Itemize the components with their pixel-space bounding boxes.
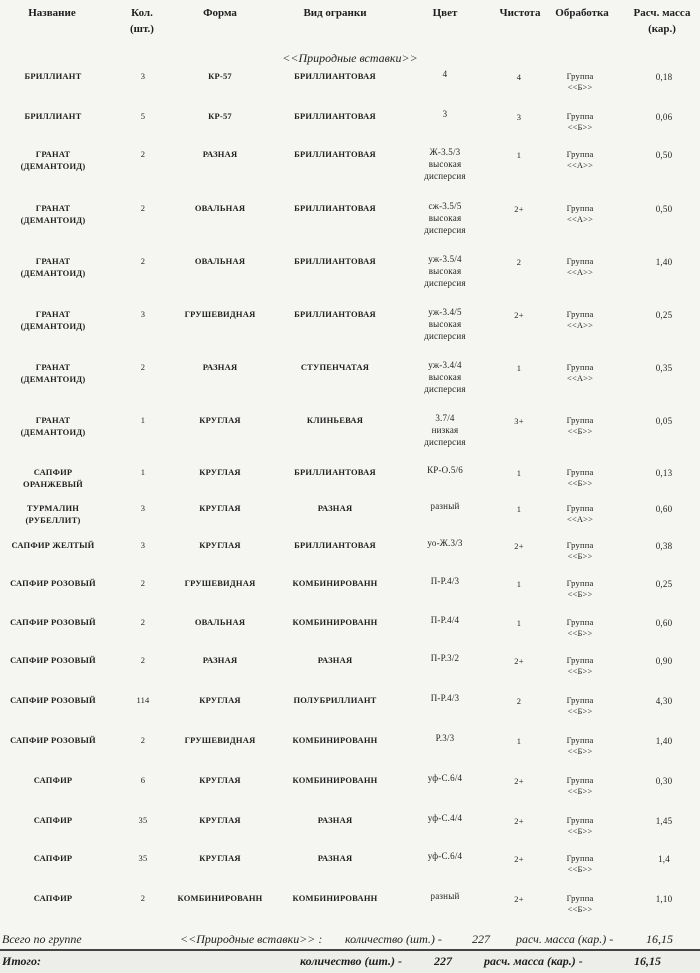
- stone-color: [407, 850, 483, 862]
- stone-processing: [548, 540, 612, 562]
- stone-qty: 5: [140, 111, 146, 121]
- stone-name-line: БРИЛЛИАНТ: [24, 111, 82, 121]
- stone-name: [0, 466, 106, 490]
- stone-shape: КР-57: [208, 71, 232, 81]
- stone-color: [407, 146, 483, 182]
- stone-processing: [548, 655, 612, 677]
- header-color: Цвет: [432, 7, 458, 19]
- stone-cut: БРИЛЛИАНТОВАЯ: [294, 111, 376, 121]
- stone-processing-line: <<Б>>: [567, 82, 593, 92]
- stone-color-line: высокая: [428, 266, 462, 276]
- stone-clarity: 2+: [514, 776, 524, 786]
- stone-clarity: 2+: [514, 894, 524, 904]
- group-total-mass: 16,15: [646, 932, 673, 946]
- stone-color-line: низкая: [431, 425, 459, 435]
- stone-cut: РАЗНАЯ: [317, 503, 353, 513]
- stone-shape: ОВАЛЬНАЯ: [194, 256, 246, 266]
- stone-mass: 0,18: [655, 72, 673, 82]
- stone-name: [0, 148, 106, 172]
- stone-name-line: САПФИР: [33, 467, 73, 477]
- stone-processing-line: <<Б>>: [567, 426, 593, 436]
- stone-shape: ГРУШЕВИДНАЯ: [184, 578, 256, 588]
- stone-name: [0, 852, 106, 864]
- stone-qty: 3: [140, 540, 146, 550]
- stone-color: [407, 732, 483, 744]
- stone-clarity: 2+: [514, 854, 524, 864]
- stone-mass: 0,60: [655, 504, 673, 514]
- header-shape: Форма: [203, 7, 237, 19]
- stone-processing-line: Группа: [566, 540, 594, 550]
- stone-processing-line: <<Б>>: [567, 551, 593, 561]
- stone-processing-line: <<А>>: [566, 267, 594, 277]
- stone-processing-line: <<А>>: [566, 373, 594, 383]
- stone-processing: [548, 309, 612, 331]
- stone-name-line: ТУРМАЛИН: [26, 503, 80, 513]
- stone-qty: 1: [140, 467, 146, 477]
- stone-mass: 1,40: [655, 257, 673, 267]
- stone-cut: БРИЛЛИАНТОВАЯ: [294, 203, 376, 213]
- stone-name: [0, 361, 106, 385]
- stone-processing: [548, 362, 612, 384]
- stone-clarity: 2+: [514, 656, 524, 666]
- stone-qty: 2: [140, 893, 146, 903]
- stone-processing-line: Группа: [566, 695, 594, 705]
- stone-processing-line: Группа: [566, 362, 594, 372]
- grand-total-mass-label: расч. масса (кар.) -: [484, 954, 583, 968]
- stone-processing-line: <<А>>: [566, 320, 594, 330]
- stone-clarity: 1: [516, 618, 522, 628]
- stone-processing: [548, 256, 612, 278]
- stone-clarity: 2: [516, 257, 522, 267]
- group-total-qty: 227: [472, 932, 490, 946]
- stone-color: [407, 359, 483, 395]
- stone-qty: 35: [138, 853, 148, 863]
- stone-color: [407, 68, 483, 80]
- stone-shape: КРУГЛАЯ: [199, 695, 241, 705]
- stone-mass: 0,13: [655, 468, 673, 478]
- stone-shape: РАЗНАЯ: [202, 362, 238, 372]
- group-total-section: <<Природные вставки>> :: [180, 932, 323, 946]
- stone-shape: РАЗНАЯ: [202, 149, 238, 159]
- stone-color: [407, 412, 483, 448]
- stone-clarity: 1: [516, 468, 522, 478]
- stone-color: [407, 652, 483, 664]
- stone-cut: БРИЛЛИАНТОВАЯ: [294, 71, 376, 81]
- stone-clarity: 2+: [514, 816, 524, 826]
- stone-processing: [548, 578, 612, 600]
- stone-name: [0, 616, 106, 628]
- stone-cut: БРИЛЛИАНТОВАЯ: [294, 467, 376, 477]
- stone-name-line: САПФИР РОЗОВЫЙ: [10, 695, 96, 705]
- stone-name: [0, 70, 106, 82]
- group-total-mass-label: расч. масса (кар.) -: [516, 932, 614, 946]
- stone-qty: 2: [140, 617, 146, 627]
- stone-name-line: (ДЕМАНТОИД): [20, 374, 86, 384]
- header-clarity: Чистота: [499, 7, 541, 19]
- stone-shape: ОВАЛЬНАЯ: [194, 203, 246, 213]
- stone-processing-line: Группа: [566, 415, 594, 425]
- stone-name-line: (ДЕМАНТОИД): [20, 268, 86, 278]
- stone-name: [0, 539, 106, 551]
- stone-mass: 0,30: [655, 776, 673, 786]
- stone-processing: [548, 815, 612, 837]
- header-name: Название: [28, 7, 76, 19]
- stone-processing-line: <<Б>>: [567, 864, 593, 874]
- stone-color-line: П-Р.3/2: [430, 653, 460, 663]
- stone-color-line: 4: [442, 69, 448, 79]
- stone-cut: БРИЛЛИАНТОВАЯ: [294, 256, 376, 266]
- stone-color-line: уж-3.5/4: [428, 254, 462, 264]
- stone-color: [407, 200, 483, 236]
- stone-color-line: П-Р.4/4: [430, 615, 460, 625]
- stone-color: [407, 692, 483, 704]
- stone-name-line: ГРАНАТ: [35, 256, 71, 266]
- stone-name-line: ГРАНАТ: [35, 309, 71, 319]
- stone-processing: [548, 893, 612, 915]
- stone-processing-line: <<А>>: [566, 214, 594, 224]
- stone-color-line: высокая: [428, 319, 462, 329]
- stone-qty: 1: [140, 415, 146, 425]
- stone-mass: 1,10: [655, 894, 673, 904]
- stone-processing: [548, 203, 612, 225]
- stone-name-line: САПФИР: [33, 853, 73, 863]
- stone-color-line: дисперсия: [424, 384, 466, 394]
- stone-name: [0, 255, 106, 279]
- stone-processing-line: Группа: [566, 578, 594, 588]
- stone-name-line: ГРАНАТ: [35, 415, 71, 425]
- stone-color: [407, 812, 483, 824]
- stone-name-line: САПФИР РОЗОВЫЙ: [10, 655, 96, 665]
- stone-processing-line: <<Б>>: [567, 746, 593, 756]
- stone-cut: ПОЛУБРИЛЛИАНТ: [293, 695, 377, 705]
- stone-mass: 1,45: [655, 816, 673, 826]
- stone-clarity: 1: [516, 504, 522, 514]
- stone-qty: 114: [136, 695, 150, 705]
- stone-name: [0, 654, 106, 666]
- stone-color-line: дисперсия: [424, 278, 466, 288]
- stone-shape: КРУГЛАЯ: [199, 415, 241, 425]
- group-total-qty-label: количество (шт.) -: [345, 932, 442, 946]
- stone-processing: [548, 695, 612, 717]
- stone-qty: 2: [140, 203, 146, 213]
- stone-processing-line: <<А>>: [566, 160, 594, 170]
- stone-clarity: 2: [516, 696, 522, 706]
- stone-mass: 0,50: [655, 204, 673, 214]
- stone-processing-line: Группа: [566, 853, 594, 863]
- stone-shape: КОМБИНИРОВАНН: [177, 893, 263, 903]
- stone-name-line: БРИЛЛИАНТ: [24, 71, 82, 81]
- stone-shape: КРУГЛАЯ: [199, 540, 241, 550]
- stone-shape: КРУГЛАЯ: [199, 467, 241, 477]
- stone-color-line: разный: [430, 501, 460, 511]
- grand-total-mass: 16,15: [634, 954, 661, 968]
- stone-processing-line: <<Б>>: [567, 122, 593, 132]
- stone-color-line: 3: [442, 109, 448, 119]
- stone-cut: БРИЛЛИАНТОВАЯ: [294, 309, 376, 319]
- stone-name-line: ГРАНАТ: [35, 149, 71, 159]
- stone-color-line: высокая: [428, 159, 462, 169]
- stone-processing-line: Группа: [566, 655, 594, 665]
- stone-processing: [548, 775, 612, 797]
- stone-processing: [548, 735, 612, 757]
- stone-shape: КРУГЛАЯ: [199, 815, 241, 825]
- stone-processing-line: Группа: [566, 467, 594, 477]
- stone-cut: КЛИНЬЕВАЯ: [306, 415, 364, 425]
- stone-shape: РАЗНАЯ: [202, 655, 238, 665]
- grand-total-label: Итого:: [2, 954, 41, 968]
- stone-color-line: уж-3.4/5: [428, 307, 462, 317]
- stone-mass: 0,35: [655, 363, 673, 373]
- stone-qty: 2: [140, 362, 146, 372]
- stone-color: [407, 108, 483, 120]
- stone-color-line: 3.7/4: [435, 413, 455, 423]
- stone-color: [407, 614, 483, 626]
- stone-processing-line: Группа: [566, 309, 594, 319]
- stone-mass: 4,30: [655, 696, 673, 706]
- stone-shape: КР-57: [208, 111, 232, 121]
- stone-color: [407, 890, 483, 902]
- stone-shape: КРУГЛАЯ: [199, 503, 241, 513]
- stone-clarity: 1: [516, 150, 522, 160]
- stone-color: [407, 772, 483, 784]
- stone-color-line: разный: [430, 891, 460, 901]
- stone-mass: 0,38: [655, 541, 673, 551]
- stone-processing-line: <<Б>>: [567, 706, 593, 716]
- stone-color-line: дисперсия: [424, 171, 466, 181]
- stone-mass: 0,25: [655, 310, 673, 320]
- stone-name-line: САПФИР РОЗОВЫЙ: [10, 617, 96, 627]
- stone-processing-line: <<Б>>: [567, 478, 593, 488]
- stone-qty: 2: [140, 256, 146, 266]
- stone-processing-line: Группа: [566, 256, 594, 266]
- stone-color-line: КР-О.5/6: [427, 465, 463, 475]
- stone-processing-line: <<А>>: [566, 514, 594, 524]
- stone-color-line: уж-3.4/4: [428, 360, 462, 370]
- stone-processing-line: Группа: [566, 617, 594, 627]
- stone-name: [0, 734, 106, 746]
- stone-name: [0, 892, 106, 904]
- stone-clarity: 1: [516, 363, 522, 373]
- header-mass: Расч. масса (кар.): [633, 7, 691, 35]
- stone-processing-line: Группа: [566, 775, 594, 785]
- stone-mass: 0,90: [655, 656, 673, 666]
- stone-processing: [548, 149, 612, 171]
- stone-processing: [548, 853, 612, 875]
- stone-color: [407, 253, 483, 289]
- grand-total-qty: 227: [434, 954, 452, 968]
- stone-clarity: 4: [516, 72, 522, 82]
- stone-cut: КОМБИНИРОВАНН: [292, 893, 378, 903]
- stone-mass: 1,40: [655, 736, 673, 746]
- stone-color-line: Ж-3.5/3: [429, 147, 461, 157]
- stone-name-line: ГРАНАТ: [35, 203, 71, 213]
- stone-qty: 3: [140, 503, 146, 513]
- stone-cut: КОМБИНИРОВАНН: [292, 735, 378, 745]
- stone-processing-line: <<Б>>: [567, 589, 593, 599]
- stone-name: [0, 110, 106, 122]
- stone-name-line: САПФИР: [33, 775, 73, 785]
- stone-color: [407, 306, 483, 342]
- stone-name-line: (ДЕМАНТОИД): [20, 161, 86, 171]
- stone-processing-line: <<Б>>: [567, 826, 593, 836]
- header-cut: Вид огранки: [303, 7, 367, 19]
- stone-processing: [548, 467, 612, 489]
- stone-shape: ГРУШЕВИДНАЯ: [184, 735, 256, 745]
- stone-cut: РАЗНАЯ: [317, 853, 353, 863]
- stone-processing-line: Группа: [566, 503, 594, 513]
- header-qty: Кол. (шт.): [130, 7, 154, 35]
- stone-name-line: (ДЕМАНТОИД): [20, 321, 86, 331]
- section-title: <<Природные вставки>>: [282, 51, 418, 65]
- stone-color: [407, 464, 483, 476]
- stone-name: [0, 694, 106, 706]
- stone-mass: 0,05: [655, 416, 673, 426]
- stone-qty: 35: [138, 815, 148, 825]
- stone-cut: КОМБИНИРОВАНН: [292, 578, 378, 588]
- stone-processing: [548, 415, 612, 437]
- stone-name-line: (ДЕМАНТОИД): [20, 215, 86, 225]
- stone-cut: РАЗНАЯ: [317, 815, 353, 825]
- stone-color-line: высокая: [428, 213, 462, 223]
- grand-total-qty-label: количество (шт.) -: [300, 954, 402, 968]
- stone-shape: ГРУШЕВИДНАЯ: [184, 309, 256, 319]
- stone-name-line: ГРАНАТ: [35, 362, 71, 372]
- stone-clarity: 2+: [514, 310, 524, 320]
- stone-processing: [548, 111, 612, 133]
- stone-clarity: 1: [516, 579, 522, 589]
- stone-processing: [548, 71, 612, 93]
- stone-processing: [548, 503, 612, 525]
- stone-cut: РАЗНАЯ: [317, 655, 353, 665]
- stone-qty: 2: [140, 655, 146, 665]
- stone-cut: СТУПЕНЧАТАЯ: [300, 362, 370, 372]
- stone-name-line: ОРАНЖЕВЫЙ: [23, 479, 83, 489]
- stone-processing-line: <<Б>>: [567, 786, 593, 796]
- stone-processing-line: Группа: [566, 71, 594, 81]
- stone-color-line: дисперсия: [424, 331, 466, 341]
- stone-shape: КРУГЛАЯ: [199, 775, 241, 785]
- stone-name: [0, 414, 106, 438]
- stone-mass: 0,60: [655, 618, 673, 628]
- stone-name: [0, 774, 106, 786]
- stone-processing-line: Группа: [566, 893, 594, 903]
- stone-name: [0, 308, 106, 332]
- stone-cut: БРИЛЛИАНТОВАЯ: [294, 540, 376, 550]
- stone-color-line: дисперсия: [424, 225, 466, 235]
- stone-mass: 0,06: [655, 112, 673, 122]
- group-total-label: Всего по группе: [2, 932, 82, 946]
- stone-color: [407, 575, 483, 587]
- stone-qty: 2: [140, 578, 146, 588]
- stone-color-line: уф-С.4/4: [427, 813, 463, 823]
- stone-color: [407, 500, 483, 512]
- stone-name-line: САПФИР: [33, 815, 73, 825]
- stone-processing-line: Группа: [566, 149, 594, 159]
- stone-color: [407, 537, 483, 549]
- stone-clarity: 3: [516, 112, 522, 122]
- stone-name-line: САПФИР РОЗОВЫЙ: [10, 735, 96, 745]
- grand-total-row: [0, 949, 700, 973]
- stone-clarity: 2+: [514, 541, 524, 551]
- stone-processing-line: <<Б>>: [567, 628, 593, 638]
- stone-processing-line: <<Б>>: [567, 666, 593, 676]
- stone-qty: 3: [140, 309, 146, 319]
- stone-processing-line: <<Б>>: [567, 904, 593, 914]
- stone-shape: ОВАЛЬНАЯ: [194, 617, 246, 627]
- stone-clarity: 3+: [514, 416, 524, 426]
- group-total-row: [0, 932, 700, 948]
- stone-mass: 0,50: [655, 150, 673, 160]
- stone-shape: КРУГЛАЯ: [199, 853, 241, 863]
- stone-color-line: уф-С.6/4: [427, 851, 463, 861]
- stone-processing-line: Группа: [566, 735, 594, 745]
- stone-name: [0, 814, 106, 826]
- stone-name: [0, 502, 106, 526]
- stone-qty: 2: [140, 149, 146, 159]
- stone-color-line: высокая: [428, 372, 462, 382]
- stone-color-line: П-Р.4/3: [430, 576, 460, 586]
- stone-color-line: уо-Ж.3/3: [427, 538, 463, 548]
- stone-name-line: САПФИР ЖЕЛТЫЙ: [11, 540, 95, 550]
- stone-color-line: Р.3/3: [435, 733, 455, 743]
- stone-processing-line: Группа: [566, 815, 594, 825]
- stone-color-line: дисперсия: [424, 437, 466, 447]
- stone-cut: КОМБИНИРОВАНН: [292, 617, 378, 627]
- stone-color-line: сж-3.5/5: [428, 201, 462, 211]
- stone-qty: 3: [140, 71, 146, 81]
- stone-qty: 2: [140, 735, 146, 745]
- stone-clarity: 2+: [514, 204, 524, 214]
- stone-processing: [548, 617, 612, 639]
- stone-mass: 0,25: [655, 579, 673, 589]
- header-processing: Обработка: [555, 7, 609, 19]
- stone-clarity: 1: [516, 736, 522, 746]
- stone-name-line: (РУБЕЛЛИТ): [25, 515, 81, 525]
- stone-name-line: (ДЕМАНТОИД): [20, 427, 86, 437]
- stone-name: [0, 202, 106, 226]
- stone-mass: 1,4: [658, 854, 670, 864]
- stone-color-line: уф-С.6/4: [427, 773, 463, 783]
- stone-processing-line: Группа: [566, 111, 594, 121]
- stone-qty: 6: [140, 775, 146, 785]
- stone-cut: БРИЛЛИАНТОВАЯ: [294, 149, 376, 159]
- stone-color-line: П-Р.4/3: [430, 693, 460, 703]
- stone-processing-line: Группа: [566, 203, 594, 213]
- stone-cut: КОМБИНИРОВАНН: [292, 775, 378, 785]
- stone-name-line: САПФИР РОЗОВЫЙ: [10, 578, 96, 588]
- stone-name: [0, 577, 106, 589]
- stone-name-line: САПФИР: [33, 893, 73, 903]
